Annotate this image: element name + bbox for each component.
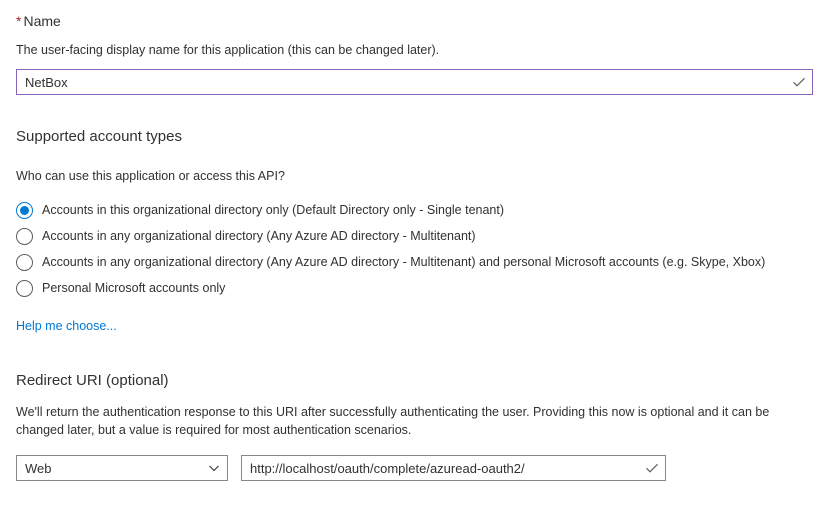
supported-account-types-heading: Supported account types [16,128,182,145]
radio-label: Accounts in this organizational directory only (Default Directory only - Single tenant) [42,203,505,217]
radio-indicator[interactable] [16,254,33,271]
radio-option-single-tenant[interactable] [16,197,813,223]
redirect-uri-input[interactable] [242,456,639,480]
radio-indicator[interactable] [16,202,33,219]
supported-account-types-question: Who can use this application or access this API? [16,169,285,183]
chevron-down-icon[interactable] [201,462,227,474]
radio-label: Personal Microsoft accounts only [42,281,226,295]
name-input-container[interactable] [16,69,813,95]
name-label-text: Name [23,13,61,29]
redirect-uri-row [16,455,813,481]
name-field-description: The user-facing display name for this application (this can be changed later). [16,43,440,57]
radio-option-personal-only[interactable] [16,275,813,301]
checkmark-icon [786,75,812,89]
radio-indicator[interactable] [16,280,33,297]
radio-indicator[interactable] [16,228,33,245]
name-input[interactable] [17,70,786,94]
checkmark-icon [639,461,665,475]
redirect-uri-description: We'll return the authentication response to this URI after successfully authenticating the user. Providing this now is optional and it can be changed later, but a value is required for most authentication scenarios. [16,405,770,437]
help-me-choose-link[interactable]: Help me choose... [16,319,117,333]
redirect-uri-heading: Redirect URI (optional) [16,372,169,389]
platform-select-value: Web [25,460,52,476]
account-types-radio-group [16,197,813,301]
platform-select[interactable] [16,455,228,481]
required-marker: * [16,13,22,29]
radio-option-multitenant[interactable] [16,223,813,249]
name-field-label [16,0,813,31]
redirect-uri-input-container[interactable] [241,455,666,481]
radio-label: Accounts in any organizational directory (Any Azure AD directory - Multitenant) and personal Microsoft accounts (e.g. Skype, Xbox) [42,255,766,269]
radio-label: Accounts in any organizational directory (Any Azure AD directory - Multitenant) [42,229,476,243]
radio-option-multitenant-personal[interactable] [16,249,813,275]
